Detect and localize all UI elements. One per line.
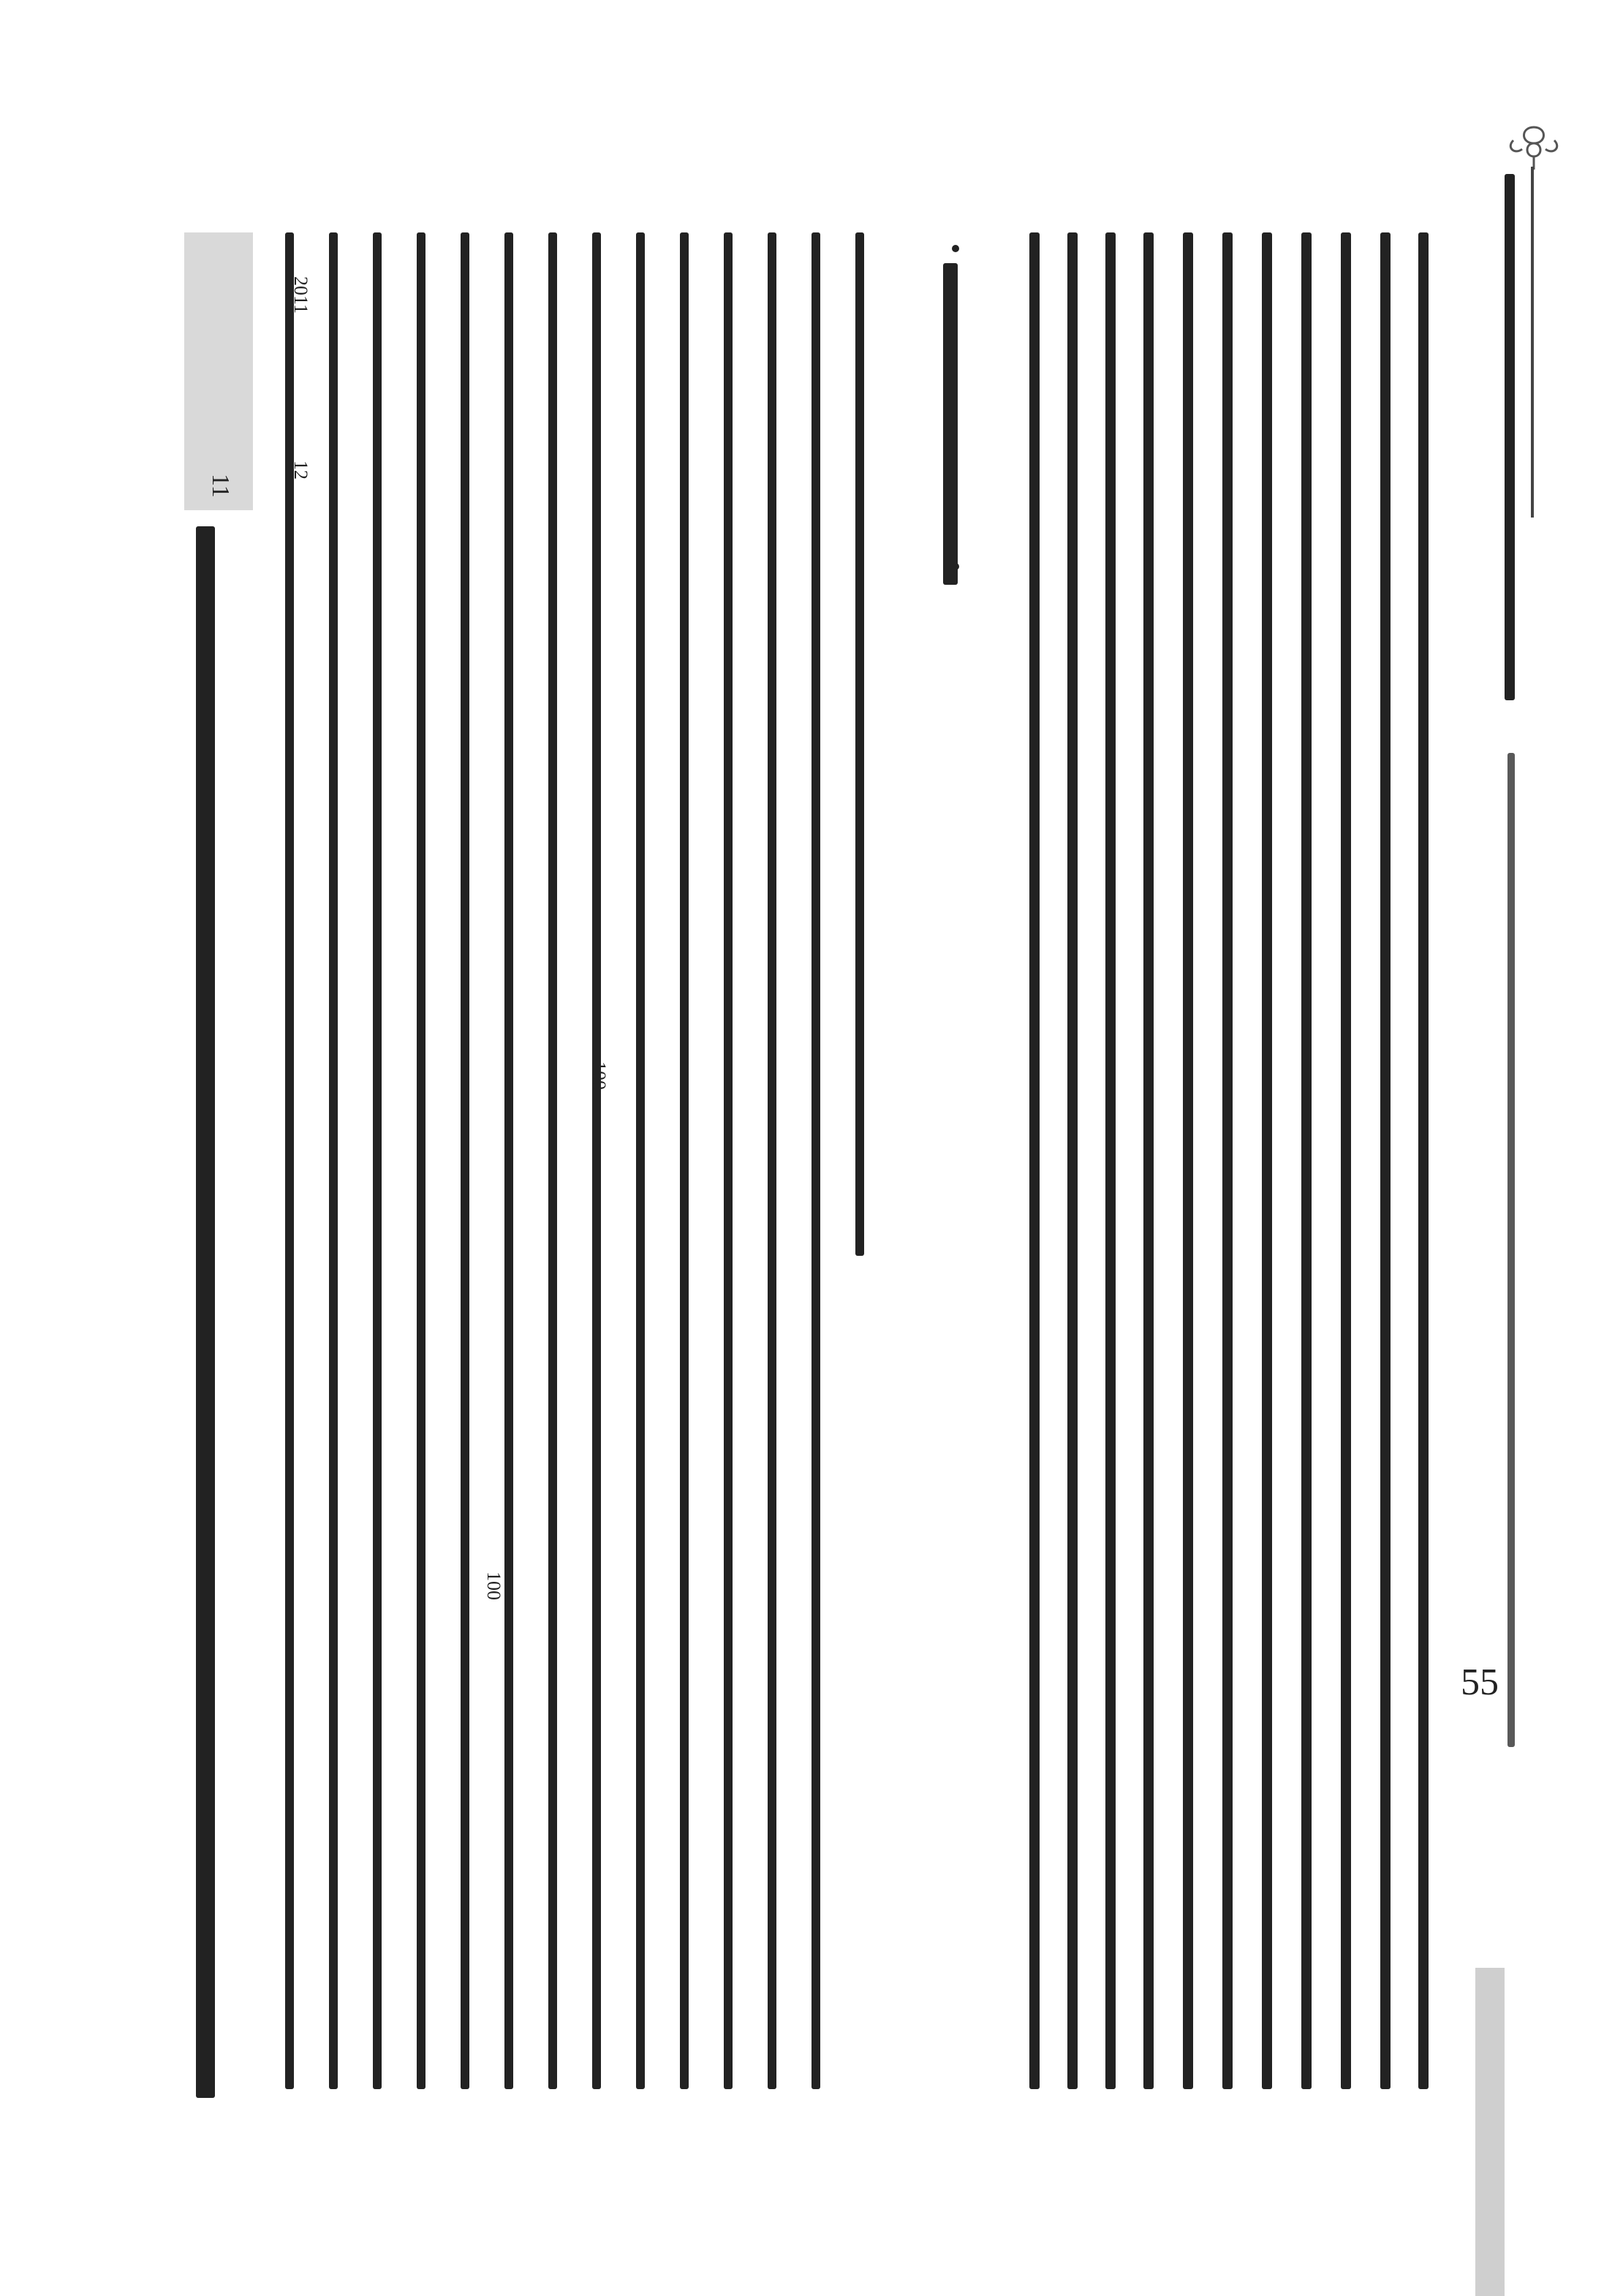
text-column xyxy=(680,232,689,2089)
text-column xyxy=(1029,232,1040,2089)
text-column xyxy=(1418,232,1429,2089)
text-column xyxy=(504,232,513,2089)
text-column xyxy=(1301,232,1312,2089)
text-column xyxy=(1222,232,1233,2089)
header-rule xyxy=(1531,167,1534,518)
text-column xyxy=(855,232,864,1256)
text-column xyxy=(329,232,338,2089)
text-column xyxy=(373,232,382,2089)
text-column xyxy=(417,232,425,2089)
text-column xyxy=(1380,232,1391,2089)
text-column xyxy=(1183,232,1193,2089)
text-column xyxy=(724,232,733,2089)
bullet-dot xyxy=(952,245,959,252)
text-column xyxy=(812,232,820,2089)
text-column xyxy=(768,232,776,2089)
running-header-line xyxy=(1505,174,1515,700)
section-heading xyxy=(943,263,958,585)
text-column xyxy=(461,232,469,2089)
inline-number: 100 xyxy=(483,1572,504,1600)
text-column xyxy=(1262,232,1272,2089)
running-header-line xyxy=(1507,753,1515,1747)
chapter-title xyxy=(196,526,215,2098)
page-number: 55 xyxy=(1461,1662,1499,1703)
inline-number: 100 xyxy=(589,1061,610,1090)
text-column xyxy=(285,232,294,2089)
bullet-dot xyxy=(952,563,959,570)
text-column xyxy=(548,232,557,2089)
inline-number: 12 xyxy=(290,461,311,480)
inline-number: 2011 xyxy=(290,276,311,314)
side-box xyxy=(184,232,253,510)
text-column xyxy=(1341,232,1351,2089)
text-column xyxy=(636,232,645,2089)
text-column xyxy=(1143,232,1154,2089)
text-column xyxy=(1067,232,1078,2089)
edge-tab xyxy=(1475,1968,1505,2296)
side-number: 11 xyxy=(207,474,234,498)
text-column xyxy=(1105,232,1116,2089)
header-ornament-icon xyxy=(1499,123,1569,174)
text-column xyxy=(592,232,601,2089)
